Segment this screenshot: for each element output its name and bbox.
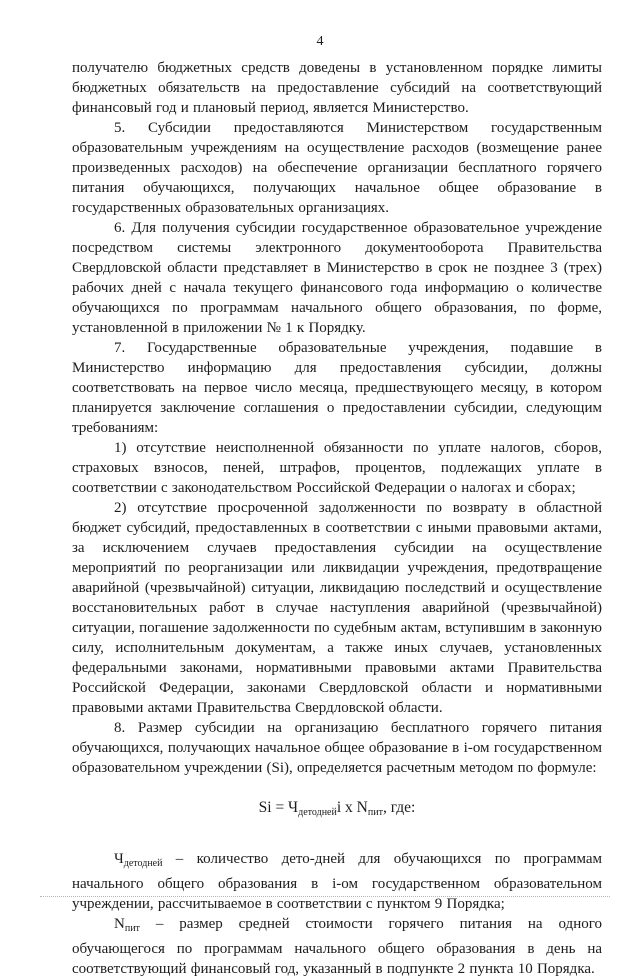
paragraph-7-item-2: 2) отсутствие просроченной задолженности по возврату в областной бюджет субсидий, предоставленных в соответствии с иными правовыми актами, за исключением случаев предоставления субсидии на осуществление мероприятий по реорганизации или ликвидации учреждения, предотвращение аварийной (чрезвычайной) ситуации, ликвидацию последствий и осуществление восстановительных работ в случае наступления аварийной (чрезвычайной) ситуации, погашение задолженности по судебным актам, вступившим в законную силу, исполнительным документам, а также иных случаев, установленных федеральными законами, нормативными правовыми актами Правительства Российской Федерации, законами Свердловской области и нормативными правовыми актами Правительства Свердловской области. bbox=[72, 500, 602, 716]
paragraph-continuation: получателю бюджетных средств доведены в установленном порядке лимиты бюджетных обязательств на предоставление субсидий на соответствующий финансовый год и плановый период, является Министерство. bbox=[72, 60, 602, 116]
paragraph-7-item-1: 1) отсутствие неисполненной обязанности по уплате налогов, сборов, страховых взносов, пеней, штрафов, процентов, подлежащих уплате в соответствии с законодательством Российской Федерации о налогах и сборах; bbox=[72, 440, 602, 496]
formula-tail: , где: bbox=[382, 799, 416, 816]
bottom-scan-line bbox=[40, 896, 610, 897]
definition-meal-cost-text: – размер средней стоимости горячего питания на одного обучающегося по программам начального общего образования в день на соответствующий финансовый год, указанный в подпункте 2 пункта 10 Порядка. bbox=[72, 916, 602, 977]
formula-mid: i x N bbox=[336, 799, 368, 816]
definition-meal-cost bbox=[72, 914, 602, 979]
paragraph-5: 5. Субсидии предоставляются Министерством государственным образовательным учреждениям на осуществление расходов (возмещение ранее произведенных расходов) на обеспечение организации бесплатного горячего питания обучающихся, получающих начальное общее образование в государственных образовательных организациях. bbox=[72, 120, 602, 216]
definition-child-days bbox=[72, 849, 602, 914]
definition-child-days-symbol: Ч bbox=[114, 851, 124, 867]
formula-sub-days: детодней bbox=[298, 807, 337, 818]
paragraph-7: 7. Государственные образовательные учреждения, подавшие в Министерство информацию для предоставления субсидии, должны соответствовать на первое число месяца, предшествующего месяцу, в котором планируется заключение соглашения о предоставлении субсидии, следующим требованиям: bbox=[72, 340, 602, 436]
formula-sub-meal: пит bbox=[367, 807, 383, 818]
paragraph-8: 8. Размер субсидии на организацию бесплатного горячего питания обучающихся, получающих начальное общее образование в i-ом государственном образовательном учреждении (Si), определяется расчетным методом по формуле: bbox=[72, 720, 602, 776]
page-number: 4 bbox=[316, 34, 324, 49]
definition-meal-cost-sub: пит bbox=[124, 923, 140, 934]
document-body bbox=[72, 58, 602, 979]
paragraph-6: 6. Для получения субсидии государственное образовательное учреждение посредством системы электронного документооборота Правительства Свердловской области представляет в Министерство в срок не позднее 3 (трех) рабочих дней с начала текущего финансового года информацию о количестве обучающихся по программам начального общего образования, по форме, установленной в приложении № 1 к Порядку. bbox=[72, 220, 602, 336]
definition-child-days-text: – количество дето-дней для обучающихся по программам начального общего образования в i-ом государственном образовательном учреждении, рассчитываемое в соответствии с пунктом 9 Порядка; bbox=[72, 851, 602, 912]
formula-lhs: Si = Ч bbox=[258, 799, 299, 816]
definition-meal-cost-symbol: N bbox=[114, 916, 125, 932]
subsidy-formula bbox=[72, 798, 602, 823]
definition-child-days-sub: детодней bbox=[123, 858, 163, 869]
